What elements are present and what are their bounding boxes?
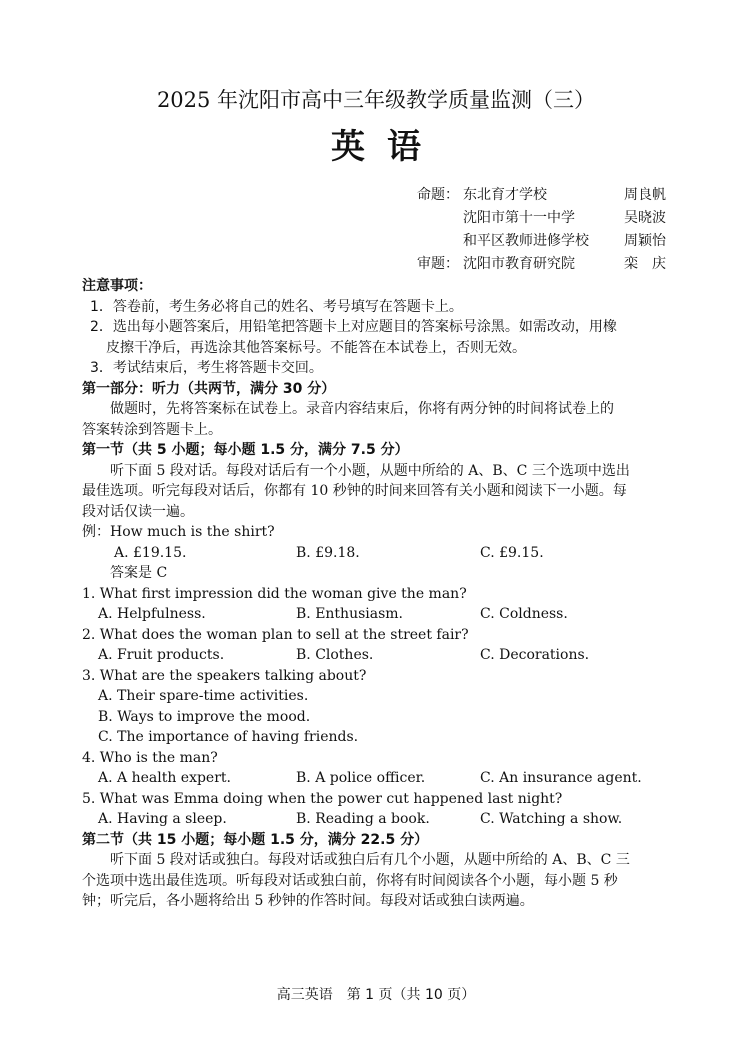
question-3-option-c <box>82 727 672 748</box>
question-5: 5. What was Emma doing when the power cut happened last night? <box>82 790 563 807</box>
section1-heading: 第一节（共 5 小题；每小题 1.5 分，满分 7.5 分） <box>82 442 409 458</box>
option-b: B. Ways to improve the mood. <box>98 708 311 725</box>
exam-content <box>82 276 672 912</box>
author-school: 沈阳市教育研究院 <box>463 256 575 272</box>
notice-item: 2．选出每小题答案后，用铅笔把答题卡上对应题目的答案标号涂黑。如需改动，用橡 <box>90 319 617 335</box>
subject-title: 英语 <box>331 127 443 167</box>
question-2-options <box>82 645 672 666</box>
option-b: B. £9.18. <box>296 544 360 561</box>
example-question: 例：How much is the shirt? <box>82 524 275 540</box>
question-1: 1. What first impression did the woman give the man? <box>82 585 467 602</box>
option-b: B. A police officer. <box>296 770 426 786</box>
option-a: A. Helpfulness. <box>98 606 206 622</box>
option-c: C. Decorations. <box>480 647 590 663</box>
author-name: 吴晓波 <box>624 210 666 226</box>
option-b: B. Enthusiasm. <box>296 606 404 622</box>
section1-instructions: 最佳选项。听完每段对话后，你都有 10 秒钟的时间来回答有关小题和阅读下一小题。每 <box>82 483 627 499</box>
part1-intro: 做题时，先将答案标在试卷上。录音内容结束后，你将有两分钟的时间将试卷上的 <box>110 401 614 417</box>
question-2: 2. What does the woman plan to sell at the street fair? <box>82 626 469 643</box>
option-a: A. A health expert. <box>98 770 231 786</box>
option-b: B. Clothes. <box>296 647 374 663</box>
section2-instructions: 个选项中选出最佳选项。听每段对话或独白前，你将有时间阅读各个小题，每小题 5 秒 <box>82 872 618 889</box>
example-answer: 答案是 C <box>110 565 168 581</box>
notice-heading: 注意事项： <box>82 278 152 294</box>
notice-item: 皮擦干净后，再选涂其他答案标号。不能答在本试卷上，否则无效。 <box>106 339 526 356</box>
option-a: A. Having a sleep. <box>98 811 227 827</box>
option-c: C. The importance of having friends. <box>98 729 359 745</box>
section2-heading: 第二节（共 15 小题；每小题 1.5 分，满分 22.5 分） <box>82 831 429 848</box>
section1-instructions: 段对话仅读一遍。 <box>82 503 194 520</box>
author-role: 审题： <box>417 256 459 272</box>
option-c: C. Watching a show. <box>480 811 623 827</box>
option-c: C. £9.15. <box>480 544 544 561</box>
option-a: A. £19.15. <box>114 544 187 561</box>
notice-item: 3．考试结束后，考生将答题卡交回。 <box>90 360 323 376</box>
option-c: C. An insurance agent. <box>480 770 642 786</box>
section2-instructions: 钟；听完后，各小题将给出 5 秒钟的作答时间。每段对话或独白读两遍。 <box>82 893 534 909</box>
question-4: 4. Who is the man? <box>82 749 218 766</box>
exam-title: 2025 年沈阳市高中三年级教学质量监测（三） <box>156 88 596 112</box>
notice-item: 1．答卷前，考生务必将自己的姓名、考号填写在答题卡上。 <box>90 298 463 315</box>
option-a: A. Fruit products. <box>98 647 225 663</box>
question-5-options <box>82 809 672 830</box>
page-footer: 高三英语 第 1 页（共 10 页） <box>276 987 476 1003</box>
option-c: C. Coldness. <box>480 606 568 622</box>
author-name: 栾 庆 <box>624 256 666 272</box>
author-name: 周颖怡 <box>624 233 666 249</box>
question-1-options <box>82 604 672 625</box>
author-name: 周良帆 <box>624 187 666 203</box>
section1-instructions: 听下面 5 段对话。每段对话后有一个小题，从题中所给的 A、B、C 三个选项中选出 <box>110 462 630 479</box>
author-school: 和平区教师进修学校 <box>463 233 589 249</box>
question-3-option-a <box>82 686 672 707</box>
author-school: 东北育才学校 <box>463 187 547 203</box>
option-b: B. Reading a book. <box>296 811 430 827</box>
question-3-option-b <box>82 707 672 728</box>
question-3: 3. What are the speakers talking about? <box>82 667 367 684</box>
part1-heading: 第一部分：听力（共两节，满分 30 分） <box>82 380 336 397</box>
question-4-options <box>82 768 672 789</box>
example-options <box>82 543 672 564</box>
author-school: 沈阳市第十一中学 <box>463 210 575 226</box>
option-a: A. Their spare-time activities. <box>98 688 309 704</box>
author-role: 命题： <box>417 187 459 203</box>
part1-intro: 答案转涂到答题卡上。 <box>82 421 222 438</box>
section2-instructions: 听下面 5 段对话或独白。每段对话或独白后有几个小题，从题中所给的 A、B、C 三 <box>110 852 630 868</box>
